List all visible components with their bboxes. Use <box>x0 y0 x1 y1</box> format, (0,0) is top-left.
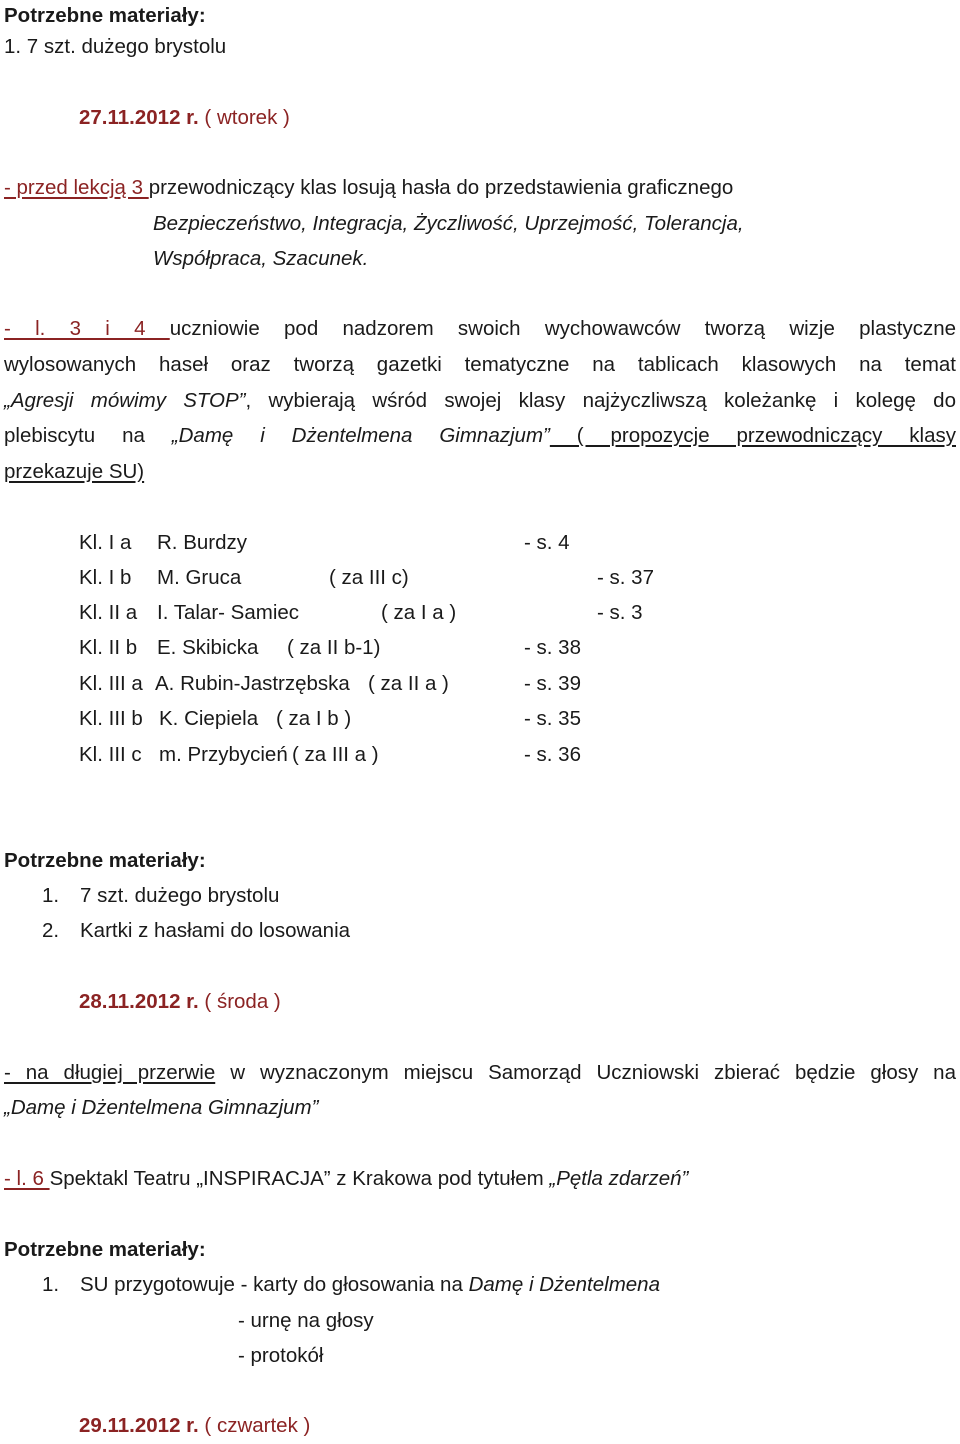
class-row-cls: Kl. III c <box>79 743 142 766</box>
materials-item-1: 7 szt. dużego brystolu <box>80 884 280 907</box>
day1-p1-text: przewodniczący klas losują hasła do przedstawienia graficznego <box>148 176 734 199</box>
materials-num-1: 1. <box>42 1273 60 1296</box>
materials-heading-top: Potrzebne materiały: <box>4 4 206 27</box>
day1-p2-line-5: przekazuje SU) <box>4 460 145 483</box>
class-row-cls: Kl. I a <box>79 531 132 554</box>
weekday-29: ( czwartek ) <box>204 1414 311 1437</box>
day1-p2-line-1-text: uczniowie pod nadzorem swoich wychowawców tworzą wizje plastyczne <box>169 317 956 340</box>
materials-item-2: Kartki z hasłami do losowania <box>80 919 351 942</box>
materials-item-1-italic: Damę i Dżentelmena <box>468 1273 660 1296</box>
class-row-room: - s. 4 <box>524 531 570 554</box>
date-27: 27.11.2012 r. <box>79 106 199 129</box>
class-row-teacher: A. Rubin-Jastrzębska <box>155 672 350 695</box>
day2-paragraph-2 <box>4 1167 688 1192</box>
materials-heading-day1: Potrzebne materiały: <box>4 849 206 872</box>
plebiscite-name: „Damę i Dżentelmena Gimnazjum” <box>171 424 550 447</box>
agresji-slogan: „Agresji mówimy STOP” <box>4 389 246 412</box>
class-row-cls: Kl. II a <box>79 601 138 624</box>
class-row-room: - s. 35 <box>524 707 581 730</box>
date-heading-27 <box>79 106 290 131</box>
day2-p2-text: Spektakl Teatru „INSPIRACJA” z Krakowa pod tytułem <box>49 1167 550 1190</box>
materials-num-2: 2. <box>42 919 60 942</box>
weekday-28: ( środa ) <box>204 990 281 1013</box>
day2-p1-line-2: „Damę i Dżentelmena Gimnazjum” <box>4 1096 319 1119</box>
class-row-cls: Kl. III b <box>79 707 143 730</box>
materials-num-1: 1. <box>42 884 60 907</box>
class-row-note: ( za I a ) <box>381 601 457 624</box>
class-row-teacher: R. Burdzy <box>157 531 247 554</box>
values-line-2: Współpraca, Szacunek. <box>153 247 369 270</box>
class-row-room: - s. 38 <box>524 636 581 659</box>
class-row-cls: Kl. II b <box>79 636 138 659</box>
class-row-cls: Kl. I b <box>79 566 132 589</box>
date-29: 29.11.2012 r. <box>79 1414 199 1437</box>
day1-p2-line-4-a: plebiscytu na <box>4 424 172 447</box>
day2-p1-text: w wyznaczonym miejscu Samorząd Uczniowski zbierać będzie głosy na <box>215 1061 956 1084</box>
class-row-room: - s. 39 <box>524 672 581 695</box>
class-row-teacher: M. Gruca <box>157 566 242 589</box>
day1-p2-line-4-b: ( propozycje przewodniczący klasy <box>549 424 956 447</box>
lesson-link-3-4: - l. 3 i 4 <box>4 317 170 340</box>
class-row-note: ( za II b-1) <box>287 636 381 659</box>
materials-item-1 <box>80 1273 660 1298</box>
date-heading-29 <box>79 1414 310 1439</box>
class-row-room: - s. 3 <box>597 601 643 624</box>
day2-paragraph-1 <box>4 1061 956 1086</box>
class-row-teacher: K. Ciepiela <box>159 707 259 730</box>
long-break-link: - na długiej przerwie <box>4 1061 216 1084</box>
materials-sub-1: - urnę na głosy <box>238 1309 374 1332</box>
play-title: „Pętla zdarzeń” <box>549 1167 689 1190</box>
materials-item-top-1: 1. 7 szt. dużego brystolu <box>4 35 227 58</box>
date-heading-28 <box>79 990 281 1015</box>
class-row-room: - s. 36 <box>524 743 581 766</box>
class-row-teacher: E. Skibicka <box>157 636 259 659</box>
class-row-room: - s. 37 <box>597 566 654 589</box>
class-row-note: ( za III a ) <box>292 743 379 766</box>
class-row-note: ( za II a ) <box>368 672 449 695</box>
materials-sub-2: - protokół <box>238 1344 324 1367</box>
day1-paragraph-1 <box>4 176 733 201</box>
class-row-note: ( za III c) <box>329 566 409 589</box>
class-row-teacher: I. Talar- Samiec <box>157 601 300 624</box>
day1-p2-line-3-text: , wybierają wśród swojej klasy najżyczliwszą koleżankę i kolegę do <box>245 389 956 412</box>
materials-item-1-text: SU przygotowuje - karty do głosowania na <box>80 1273 469 1296</box>
values-line-1: Bezpieczeństwo, Integracja, Życzliwość, Uprzejmość, Tolerancja, <box>153 212 744 235</box>
class-row-cls: Kl. III a <box>79 672 143 695</box>
lesson-link-3: - przed lekcją 3 <box>4 176 149 199</box>
day1-p2-line-4 <box>4 424 956 449</box>
materials-heading-day2: Potrzebne materiały: <box>4 1238 206 1261</box>
day1-p2-line-3 <box>4 389 956 414</box>
day1-p2-line-2: wylosowanych haseł oraz tworzą gazetki tematyczne na tablicach klasowych na temat <box>4 353 956 376</box>
weekday-27: ( wtorek ) <box>204 106 290 129</box>
class-row-note: ( za I b ) <box>276 707 352 730</box>
class-row-teacher: m. Przybycień <box>159 743 288 766</box>
lesson-link-6: - l. 6 <box>4 1167 50 1190</box>
date-28: 28.11.2012 r. <box>79 990 199 1013</box>
day1-p2-line-1 <box>4 317 956 342</box>
